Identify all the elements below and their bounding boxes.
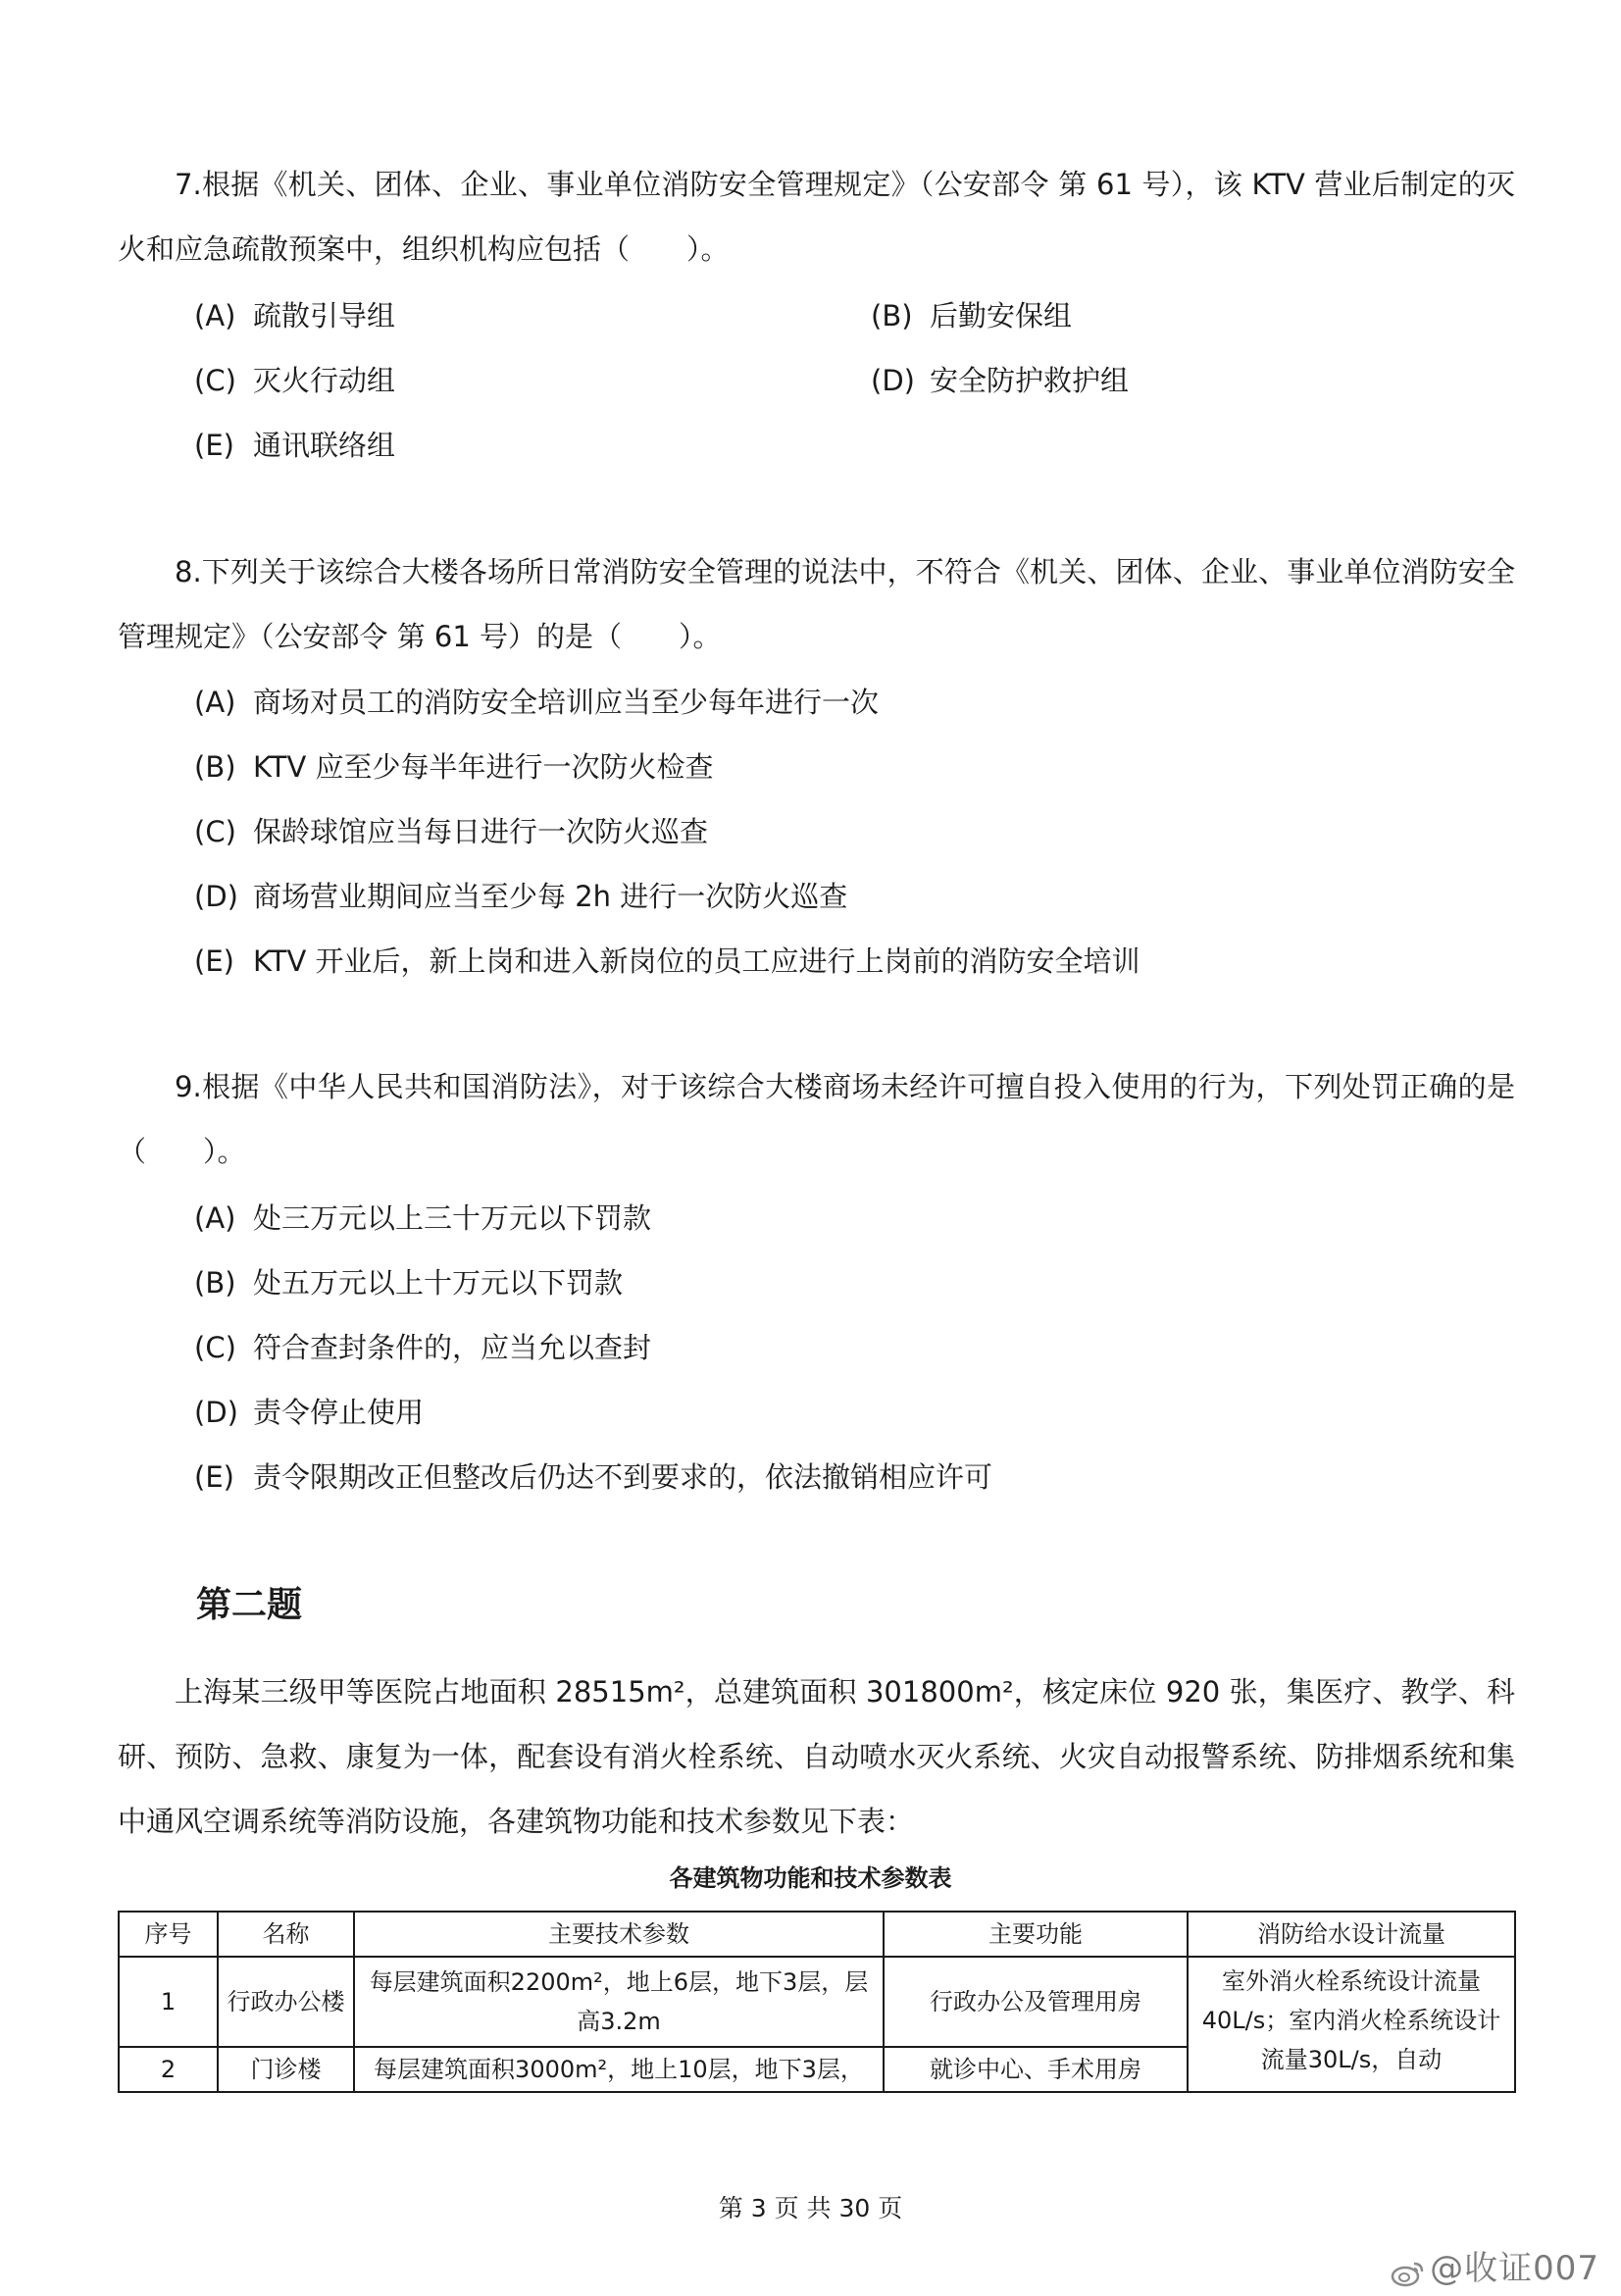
question-8-stem: 8.下列关于该综合大楼各场所日常消防安全管理的说法中，不符合《机关、团体、企业、事业单位消防安全管理规定》（公安部令 第 61 号）的是（ ）。 <box>118 555 1515 653</box>
q8-option-e <box>194 942 1140 981</box>
option-text: 安全防护救护组 <box>930 364 1130 397</box>
q8-option-d <box>194 877 847 916</box>
option-label: (C) <box>194 815 236 848</box>
table-row <box>119 1957 1515 2047</box>
table-caption: 各建筑物功能和技术参数表 <box>669 1864 952 1892</box>
option-text: 灭火行动组 <box>253 364 396 397</box>
column-header: 名称 <box>218 1912 354 1957</box>
option-text: 责令限期改正但整改后仍达不到要求的，依法撤销相应许可 <box>253 1460 993 1494</box>
column-header: 消防给水设计流量 <box>1188 1912 1515 1957</box>
section-intro: 上海某三级甲等医院占地面积 28515m²，总建筑面积 301800m²，核定床位 920 张，集医疗、教学、科研、预防、急救、康复为一体，配套设有消火栓系统、自动喷水灭火系统、火灾自动报警系统、防排烟系统和集中通风空调系统等消防设施，各建筑物功能和技术参数见下表： <box>118 1675 1515 1838</box>
option-label: (C) <box>194 1331 236 1364</box>
question-9-stem: 9.根据《中华人民共和国消防法》，对于该综合大楼商场未经许可擅自投入使用的行为，下列处罚正确的是（ ）。 <box>118 1070 1515 1168</box>
option-text: KTV 应至少每半年进行一次防火检查 <box>253 750 714 784</box>
option-text: 商场对员工的消防安全培训应当至少每年进行一次 <box>253 686 880 719</box>
watermark <box>1391 2241 1599 2289</box>
option-text: 处五万元以上十万元以下罚款 <box>253 1266 624 1300</box>
option-label: (B) <box>194 750 236 784</box>
q7-option-b <box>871 296 1072 335</box>
column-header: 主要功能 <box>884 1912 1188 1957</box>
cell-name: 门诊楼 <box>218 2047 354 2092</box>
option-label: (D) <box>194 880 238 913</box>
column-header: 序号 <box>119 1912 218 1957</box>
q9-option-b <box>194 1263 623 1302</box>
q7-option-a <box>194 296 395 335</box>
option-text: 责令停止使用 <box>253 1396 425 1429</box>
cell-params <box>354 2047 884 2092</box>
option-text: KTV 开业后，新上岗和进入新岗位的员工应进行上岗前的消防安全培训 <box>253 944 1140 978</box>
question-7-stem: 7.根据《机关、团体、企业、事业单位消防安全管理规定》（公安部令 第 61 号），该 KTV 营业后制定的灭火和应急疏散预案中，组织机构应包括（ ）。 <box>118 168 1515 266</box>
section-heading: 第二题 <box>196 1585 303 1625</box>
option-label: (D) <box>871 364 915 397</box>
option-label: (B) <box>871 299 913 332</box>
watermark-text: @收证007 <box>1430 2249 1599 2288</box>
option-label: (A) <box>194 1201 236 1235</box>
cell-name: 行政办公楼 <box>218 1957 354 2047</box>
q9-option-d <box>194 1393 424 1432</box>
option-text: 保龄球馆应当每日进行一次防火巡查 <box>253 815 709 848</box>
cell-no: 2 <box>119 2047 218 2092</box>
option-label: (A) <box>194 299 236 332</box>
cell-function: 行政办公及管理用房 <box>884 1957 1188 2047</box>
q8-option-c <box>194 812 708 851</box>
q7-option-e <box>194 426 395 465</box>
option-label: (C) <box>194 364 236 397</box>
option-label: (A) <box>194 686 236 719</box>
option-text: 通讯联络组 <box>253 429 396 462</box>
option-label: (B) <box>194 1266 236 1300</box>
option-text: 后勤安保组 <box>930 299 1073 332</box>
flow-text: 室外消火栓系统设计流量40L/s；室内消火栓系统设计流量30L/s，自动 <box>1201 1967 1501 2073</box>
column-header: 主要技术参数 <box>354 1912 884 1957</box>
option-label: (E) <box>194 429 234 462</box>
option-text: 处三万元以上三十万元以下罚款 <box>253 1201 652 1235</box>
weibo-icon <box>1391 2257 1426 2284</box>
q9-option-a <box>194 1199 651 1238</box>
page-number: 第 3 页 共 30 页 <box>718 2194 903 2222</box>
option-text: 符合查封条件的，应当允以查封 <box>253 1331 652 1364</box>
cell-no: 1 <box>119 1957 218 2047</box>
option-text: 疏散引导组 <box>253 299 396 332</box>
option-label: (E) <box>194 944 234 978</box>
option-label: (E) <box>194 1460 234 1494</box>
q8-option-b <box>194 747 714 787</box>
q9-option-e <box>194 1457 992 1497</box>
option-label: (D) <box>194 1396 238 1429</box>
q7-option-d <box>871 361 1129 400</box>
table-header-row <box>119 1912 1515 1957</box>
q8-option-a <box>194 683 879 722</box>
q7-option-c <box>194 361 395 400</box>
cell-params-text: 每层建筑面积3000m²，地上10层，地下3层， <box>374 2056 864 2083</box>
q9-option-c <box>194 1328 651 1367</box>
cell-function: 就诊中心、手术用房 <box>884 2047 1188 2092</box>
cell-params: 每层建筑面积2200m²，地上6层，地下3层，层高3.2m <box>354 1957 884 2047</box>
cell-flow <box>1188 1957 1515 2092</box>
option-text: 商场营业期间应当至少每 2h 进行一次防火巡查 <box>253 880 848 913</box>
building-parameters-table <box>118 1911 1516 2093</box>
